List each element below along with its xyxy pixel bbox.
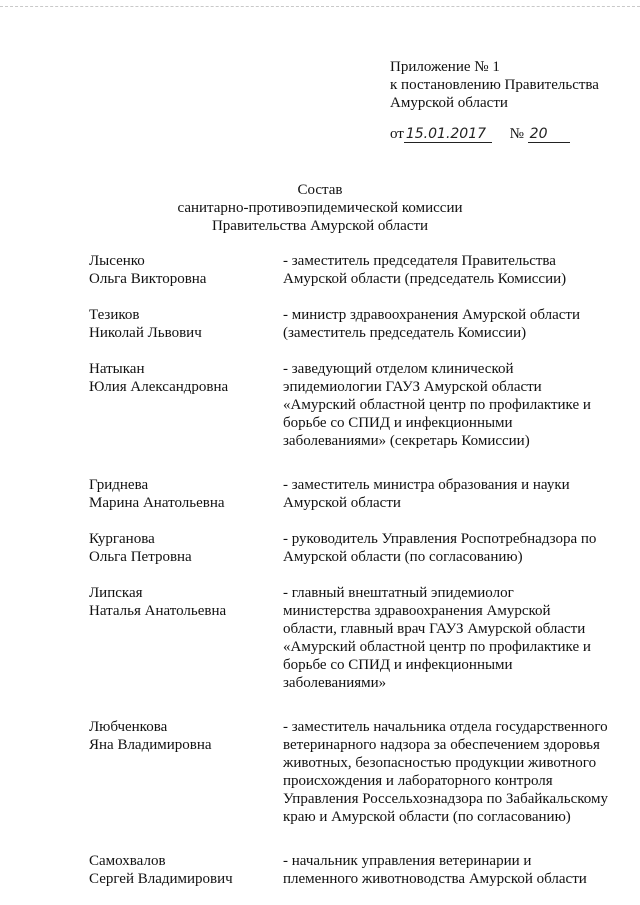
member-role — [283, 252, 609, 288]
appendix-number: Приложение № 1 — [390, 59, 500, 75]
member-role — [283, 852, 609, 888]
member-surname: Гриднева — [89, 477, 149, 493]
member-surname: Самохвалов — [89, 853, 166, 869]
role-line: животных, безопасностью продукции животного — [283, 755, 597, 771]
appendix-reference: к постановлению Правительства — [390, 77, 599, 93]
role-line: племенного животноводства Амурской области — [283, 871, 587, 887]
appendix-header — [390, 58, 599, 112]
member-row — [89, 584, 609, 692]
member-row — [89, 252, 609, 288]
role-line: Амурской области — [283, 495, 401, 511]
member-name — [89, 360, 283, 450]
member-row — [89, 360, 609, 450]
title-line-3: Правительства Амурской области — [211, 218, 429, 234]
role-line: происхождения и лабораторного контроля — [283, 773, 553, 789]
member-given-names: Наталья Анатольевна — [89, 603, 227, 619]
members-list — [89, 252, 609, 888]
member-given-names: Ольга Петровна — [89, 549, 192, 565]
member-surname: Любченкова — [89, 719, 168, 735]
role-line: ветеринарного надзора за обеспечением здоровья — [283, 737, 600, 753]
member-role — [283, 476, 609, 512]
member-name — [89, 306, 283, 342]
from-label: от — [390, 126, 404, 142]
member-given-names: Сергей Владимирович — [89, 871, 233, 887]
member-name — [89, 476, 283, 512]
member-given-names: Марина Анатольевна — [89, 495, 225, 511]
member-given-names: Ольга Викторовна — [89, 271, 207, 287]
role-line: заболеваниями» — [283, 675, 387, 691]
member-surname: Натыкан — [89, 361, 145, 377]
role-line: - главный внештатный эпидемиолог — [283, 585, 514, 601]
document-title — [0, 181, 640, 235]
role-line: области, главный врач ГАУЗ Амурской области — [283, 621, 586, 637]
role-line: - министр здравоохранения Амурской области — [283, 307, 580, 323]
role-line: (заместитель председатель Комиссии) — [283, 325, 527, 341]
member-surname: Тезиков — [89, 307, 140, 323]
member-role — [283, 360, 609, 450]
member-row — [89, 306, 609, 342]
member-row — [89, 476, 609, 512]
title-line-1: Состав — [297, 182, 343, 198]
number-label: № — [509, 126, 524, 142]
role-line: министерства здравоохранения Амурской — [283, 603, 551, 619]
member-role — [283, 584, 609, 692]
member-surname: Липская — [89, 585, 143, 601]
member-role — [283, 306, 609, 342]
role-line: - заведующий отделом клинической — [283, 361, 514, 377]
role-line: заболеваниями» (секретарь Комиссии) — [283, 433, 530, 449]
role-line: - заместитель начальника отдела государственного — [283, 719, 608, 735]
handwritten-number: 20 — [528, 127, 570, 143]
handwritten-date: 15.01.2017 — [404, 127, 492, 143]
role-line: Амурской области (по согласованию) — [283, 549, 523, 565]
member-name — [89, 252, 283, 288]
appendix-region: Амурской области — [390, 95, 508, 111]
order-date-line — [390, 126, 570, 143]
role-line: - руководитель Управления Роспотребнадзора по — [283, 531, 597, 547]
member-role — [283, 530, 609, 566]
role-line: эпидемиологии ГАУЗ Амурской области — [283, 379, 542, 395]
role-line: «Амурский областной центр по профилактике и — [283, 397, 591, 413]
role-line: Амурской области (председатель Комиссии) — [283, 271, 567, 287]
role-line: краю и Амурской области (по согласованию) — [283, 809, 571, 825]
member-name — [89, 852, 283, 888]
member-surname: Лысенко — [89, 253, 145, 269]
member-name — [89, 584, 283, 692]
member-role — [283, 718, 609, 826]
member-name — [89, 718, 283, 826]
member-given-names: Яна Владимировна — [89, 737, 212, 753]
member-row — [89, 530, 609, 566]
role-line: «Амурский областной центр по профилактике и — [283, 639, 591, 655]
member-row — [89, 852, 609, 888]
member-row — [89, 718, 609, 826]
role-line: борьбе со СПИД и инфекционными — [283, 415, 513, 431]
role-line: - начальник управления ветеринарии и — [283, 853, 532, 869]
scan-edge-line — [0, 6, 640, 7]
member-given-names: Юлия Александровна — [89, 379, 229, 395]
member-surname: Курганова — [89, 531, 155, 547]
role-line: борьбе со СПИД и инфекционными — [283, 657, 513, 673]
role-line: - заместитель председателя Правительства — [283, 253, 556, 269]
title-line-2: санитарно-противоэпидемической комиссии — [177, 200, 463, 216]
member-name — [89, 530, 283, 566]
member-given-names: Николай Львович — [89, 325, 202, 341]
role-line: Управления Россельхознадзора по Забайкальскому — [283, 791, 608, 807]
role-line: - заместитель министра образования и науки — [283, 477, 570, 493]
